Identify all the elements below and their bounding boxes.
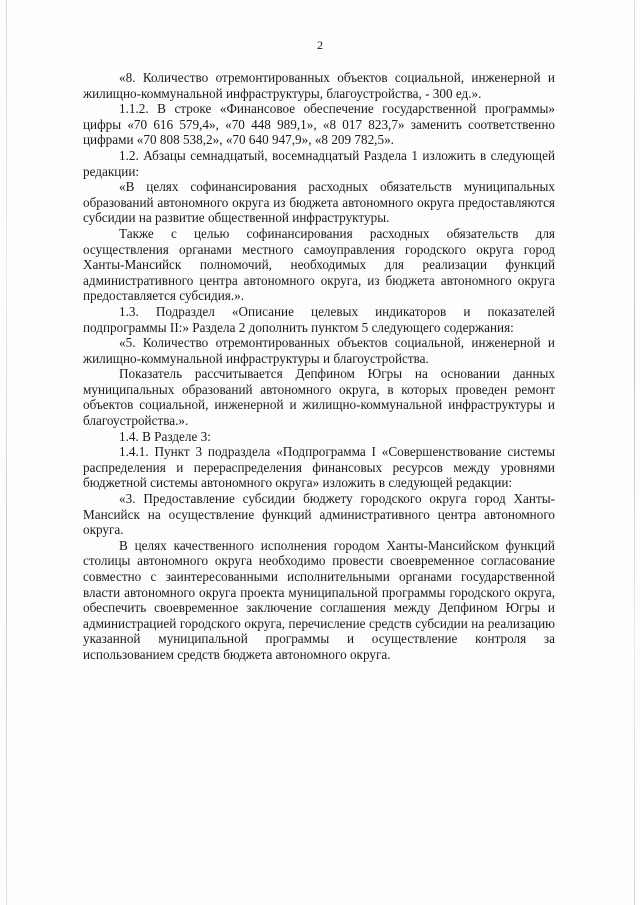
paragraph-also-cofinancing: Также с целью софинансирования расходных обязательств для осуществления органами местного самоуправления городского округа город Ханты-Мансийск полномочий, необходимых для реализации функций административного центра автономного округа, из бюджета автономного округа предоставляется субсидия.». xyxy=(83,225,555,304)
paragraph-item-8: «8. Количество отремонтированных объектов социальной, инженерной и жилищно-коммунальной инфраструктуры, благоустройства, - 300 ед.». xyxy=(83,70,555,101)
paragraph-1-3: 1.3. Подраздел «Описание целевых индикаторов и показателей подпрограммы II:» Раздела 2 дополнить пунктом 5 следующего содержания: xyxy=(83,303,555,335)
paragraph-item-3: «3. Предоставление субсидии бюджету городского округа город Ханты-Мансийск на осуществление функций административного центра автономного округа. xyxy=(83,491,555,538)
paragraph-quality-execution: В целях качественного исполнения городом Ханты-Мансийском функций столицы автономного округа необходимо провести своевременное согласование совместно с заинтересованными исполнительными органами государственной власти автономного округа проекта муниципальной программы городского округа, обеспечить своевременное заключение соглашения между Депфином Югры и администрацией городского округа, перечисление средств субсидии на реализацию указанной муниципальной программы и осуществление контроля за использованием средств бюджета автономного округа. xyxy=(83,537,555,662)
paragraph-1-1-2: 1.1.2. В строке «Финансовое обеспечение государственной программы» цифры «70 616 579,4», «70 448 989,1», «8 017 823,7» заменить соответственно цифрами «70 808 538,2», «70 640 947,9», «8 209 782,5». xyxy=(83,101,555,148)
paragraph-1-4: 1.4. В Разделе 3: xyxy=(119,428,211,444)
paragraph-1-2: 1.2. Абзацы семнадцатый, восемнадцатый Раздела 1 изложить в следующей редакции: xyxy=(83,147,555,179)
scan-edge-left xyxy=(6,0,7,905)
paragraph-indicator-calc: Показатель рассчитывается Депфином Югры на основании данных муниципальных образований автономного округа, в которых проведен ремонт объектов социальной, инженерной и жилищно-коммунальной инфраструктуры и благоустройства.». xyxy=(83,366,555,429)
document-body xyxy=(83,70,555,663)
page-number: 2 xyxy=(317,38,323,52)
scan-edge-right xyxy=(634,0,635,905)
paragraph-item-5: «5. Количество отремонтированных объектов социальной, инженерной и жилищно-коммунальной инфраструктуры и благоустройства. xyxy=(83,335,555,366)
paragraph-1-4-1: 1.4.1. Пункт 3 подраздела «Подпрограмма I «Совершенствование системы распределения и перераспределения финансовых ресурсов между уровнями бюджетной системы автономного округа» изложить в следующей редакции: xyxy=(83,444,555,491)
paragraph-quote-cofinancing: «В целях софинансирования расходных обязательств муниципальных образований автономного округа из бюджета автономного округа предоставляются субсидии на развитие общественной инфраструктуры. xyxy=(83,179,555,226)
